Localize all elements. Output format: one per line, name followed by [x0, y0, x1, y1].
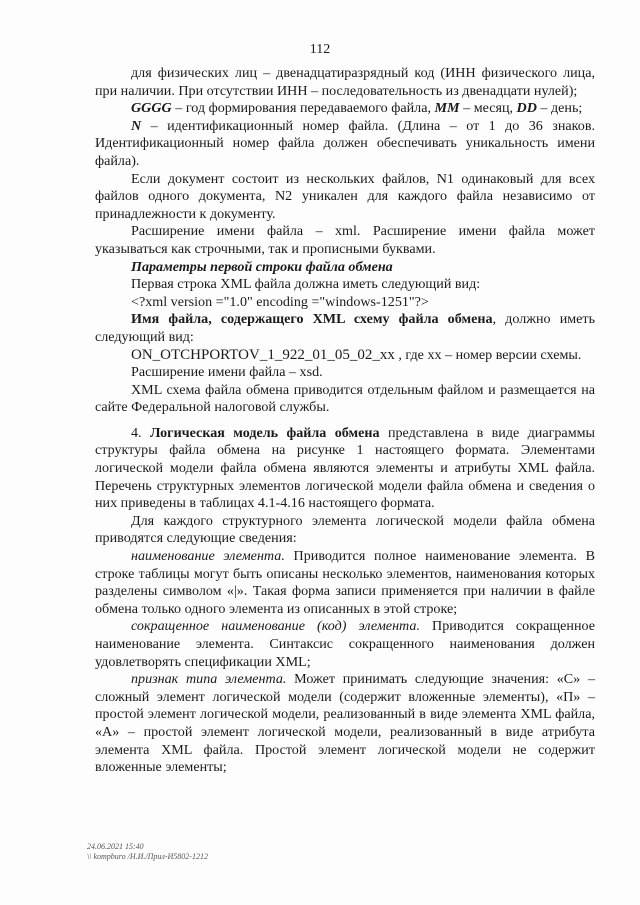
paragraph-element-code: [95, 618, 595, 671]
paragraph-element-name: [95, 548, 595, 618]
logical-model-heading: Логическая модель файла обмена: [149, 424, 380, 441]
schema-code: ON_OTCHPORTOV_1_922_01_05_02_xx: [131, 346, 395, 363]
paragraph-id-number: [95, 118, 595, 171]
text-fragment: , должно иметь следующий вид:: [95, 311, 596, 345]
paragraph-first-line: Первая строка XML файла должна иметь следующий вид:: [131, 276, 481, 293]
footer-path: \\ kompburo /Н.И./Прил-И5802-1212: [87, 852, 208, 861]
code-n: N: [131, 117, 142, 134]
code-gggg: GGGG: [131, 100, 172, 117]
paragraph-logical-model: [95, 425, 595, 513]
paragraph-extension: Расширение имени файла – xml. Расширение имени файла может указываться как строчными, так и прописными буквами.: [95, 223, 595, 257]
text-fragment: Может принимать следующие значения: «С» – сложный элемент логической модели (содержит вложенные элементы), «П» – простой элемент логической модели, реализованный в виде элемента XML файла, «А» – простой элемент логической модели, реализованный в виде атрибута элемента XML файла. Простой элемент логической модели не содержит вложенные элементы;: [95, 671, 595, 776]
text-fragment: – идентификационный номер файла. (Длина – от 1 до 36 знаков. Идентификационный номер файла должен обеспечивать уникальность имени файла).: [95, 117, 595, 169]
term-element-type: признак типа элемента.: [131, 671, 287, 688]
text-fragment: , где хх – номер версии схемы.: [394, 346, 582, 363]
text-fragment: – год формирования передаваемого файла,: [171, 100, 435, 117]
schema-name-bold: Имя файла, содержащего XML схему файла обмена: [131, 311, 493, 328]
body-text: [95, 65, 595, 777]
paragraph-inn: для физических лиц – двенадцатиразрядный код (ИНН физического лица, при наличии. При отсутствии ИНН – последовательность из двенадцати нулей);: [95, 65, 595, 99]
footer-stamp: [87, 842, 208, 862]
paragraph-date-format: [95, 100, 595, 118]
text-fragment: представлена в виде диаграммы структуры файла обмена на рисунке 1 настоящего формата. Элементами логической модели файла обмена являются элементы и атрибуты XML файла. Перечень структурных элементов логической модели файла обмена и сведения о них приведены в таблицах 4.1-4.16 настоящего формата.: [95, 424, 595, 512]
schema-file-name: [95, 347, 595, 365]
paragraph-schema-location: XML схема файла обмена приводится отдельным файлом и размещается на сайте Федеральной налоговой службы.: [95, 381, 595, 416]
term-element-code: сокращенное наименование (код) элемента.: [131, 618, 420, 635]
paragraph-element-type: [95, 671, 595, 777]
page-number: 112: [309, 42, 331, 57]
text-fragment: Приводится полное наименование элемента. В строке таблицы могут быть описаны несколько элементов, наименования которых разделены символом «|». Такая форма записи применяется при наличии в файле обмена только одного элемента из описанных в этой строке;: [95, 548, 595, 617]
paragraph-schema-name: [95, 311, 595, 346]
paragraph-element-info: Для каждого структурного элемента логической модели файла обмена приводятся следующие сведения:: [95, 512, 595, 547]
section-number: 4.: [131, 424, 150, 441]
paragraph-multiple-files: Если документ состоит из нескольких файлов, N1 одинаковый для всех файлов одного документа, N2 уникален для каждого файла независимо от принадлежности к документу.: [95, 170, 595, 222]
text-fragment: Приводится сокращенное наименование элемента. Синтаксис сокращенного наименования должен удовлетворять спецификации XML;: [95, 618, 595, 670]
paragraph-xsd-extension: Расширение имени файла – xsd.: [131, 364, 323, 381]
footer-date: 24.06.2021 15:40: [87, 842, 144, 851]
code-dd: DD: [516, 100, 537, 117]
text-fragment: – месяц,: [459, 100, 517, 117]
term-element-name: наименование элемента.: [131, 548, 285, 565]
section-heading-first-line: Параметры первой строки файла обмена: [131, 258, 393, 275]
xml-declaration: <?xml version ="1.0" encoding ="windows-1251"?>: [131, 293, 429, 310]
code-mm: MM: [434, 100, 460, 117]
text-fragment: – день;: [536, 100, 583, 117]
